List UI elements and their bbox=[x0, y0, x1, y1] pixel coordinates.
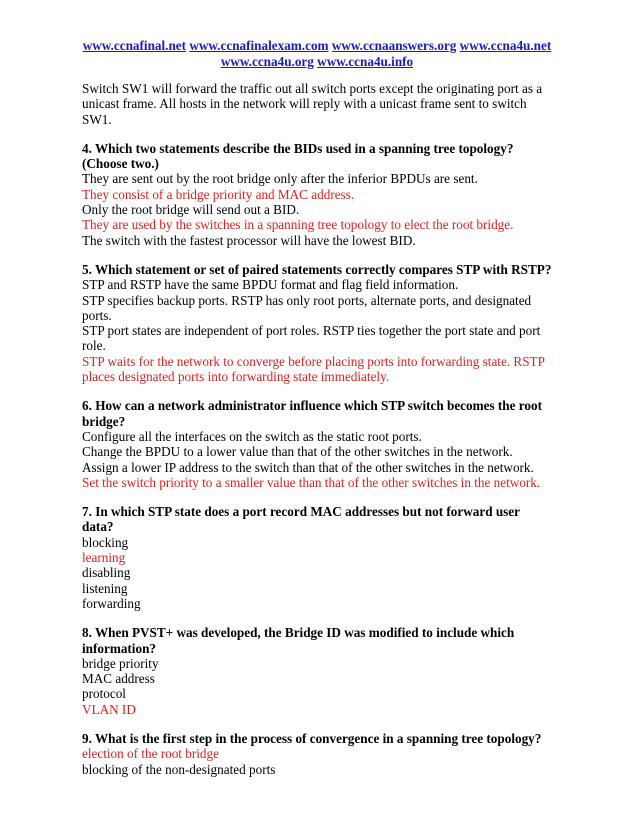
answer-option: Only the root bridge will send out a BID. bbox=[82, 202, 300, 218]
answer-option: disabling bbox=[82, 565, 131, 581]
answer-option-correct: VLAN ID bbox=[82, 701, 136, 717]
question-7 bbox=[82, 504, 552, 611]
question-list bbox=[82, 141, 552, 777]
answer-option: STP port states are independent of port roles. RSTP ties together the port state and port role. bbox=[82, 323, 541, 354]
answer-option: Assign a lower IP address to the switch than that of the other switches in the network. bbox=[82, 459, 534, 475]
question-number: 7 bbox=[82, 504, 89, 520]
question-number: 8 bbox=[82, 625, 89, 641]
answer-option: MAC address bbox=[82, 671, 155, 687]
answer-option: STP specifies backup ports. RSTP has only root ports, alternate ports, and designated ports. bbox=[82, 292, 532, 323]
question-text: . Which two statements describe the BIDs used in a spanning tree topology? (Choose two.) bbox=[82, 140, 514, 172]
answer-option-correct: STP waits for the network to converge before placing ports into forwarding state. RSTP places designated ports into forwarding state immediately. bbox=[82, 353, 545, 385]
question-6 bbox=[82, 398, 552, 490]
link-ccna4u-org[interactable]: www.ccna4u.org bbox=[220, 53, 314, 69]
answer-option: blocking of the non-designated ports bbox=[82, 761, 276, 777]
question-9 bbox=[82, 731, 552, 777]
question-number: 5 bbox=[82, 261, 89, 277]
answer-option: forwarding bbox=[82, 595, 141, 611]
question-text: . When PVST+ was developed, the Bridge ID was modified to include which information? bbox=[82, 625, 515, 656]
answer-option: blocking bbox=[82, 534, 129, 550]
header-links bbox=[82, 38, 552, 69]
header-links-line-2 bbox=[82, 54, 552, 70]
answer-option-correct: They consist of a bridge priority and MAC address. bbox=[82, 186, 355, 202]
answer-option: listening bbox=[82, 580, 128, 596]
question-title bbox=[82, 731, 552, 746]
answer-option: bridge priority bbox=[82, 655, 159, 671]
link-ccna4u-net[interactable]: www.ccna4u.net bbox=[459, 38, 552, 53]
question-title bbox=[82, 398, 552, 429]
question-number: 4 bbox=[82, 140, 89, 156]
answer-option: protocol bbox=[82, 686, 126, 702]
link-ccna4u-info[interactable]: www.ccna4u.info bbox=[317, 53, 414, 69]
question-title bbox=[82, 504, 552, 535]
answer-option: Change the BPDU to a lower value than that of the other switches in the network. bbox=[82, 444, 513, 460]
question-text: . In which STP state does a port record MAC addresses but not forward user data? bbox=[82, 504, 520, 535]
question-number: 6 bbox=[82, 398, 89, 414]
link-ccnafinal-net[interactable]: www.ccnafinal.net bbox=[82, 38, 187, 53]
question-4 bbox=[82, 141, 552, 248]
link-ccnafinalexam-com[interactable]: www.ccnafinalexam.com bbox=[189, 38, 329, 53]
answer-option: The switch with the fastest processor will have the lowest BID. bbox=[82, 232, 416, 248]
answer-option: They are sent out by the root bridge only after the inferior BPDUs are sent. bbox=[82, 171, 478, 187]
link-ccnaanswers-org[interactable]: www.ccnaanswers.org bbox=[331, 38, 457, 53]
question-8 bbox=[82, 625, 552, 717]
question-5 bbox=[82, 262, 552, 384]
question-title bbox=[82, 262, 552, 277]
answer-option: Configure all the interfaces on the switch as the static root ports. bbox=[82, 428, 422, 444]
document-page bbox=[82, 38, 552, 777]
answer-option-correct: learning bbox=[82, 550, 126, 566]
question-number: 9 bbox=[82, 730, 89, 746]
question-text: . What is the first step in the process of convergence in a spanning tree topology? bbox=[88, 730, 542, 746]
question-title bbox=[82, 141, 552, 172]
question-text: . Which statement or set of paired statements correctly compares STP with RSTP? bbox=[88, 261, 552, 277]
answer-option: STP and RSTP have the same BPDU format and flag field information. bbox=[82, 277, 459, 293]
question-text: . How can a network administrator influence which STP switch becomes the root bridge? bbox=[82, 398, 542, 429]
answer-option-correct: Set the switch priority to a smaller value than that of the other switches in the network. bbox=[82, 474, 541, 490]
intro-paragraph: Switch SW1 will forward the traffic out all switch ports except the originating port as a unicast frame. All hosts in the network will reply with a unicast frame sent to switch SW1. bbox=[82, 81, 543, 127]
answer-option-correct: election of the root bridge bbox=[82, 746, 219, 762]
header-links-line-1 bbox=[82, 38, 552, 54]
question-title bbox=[82, 625, 552, 656]
answer-option-correct: They are used by the switches in a spanning tree topology to elect the root bridge. bbox=[82, 217, 514, 233]
